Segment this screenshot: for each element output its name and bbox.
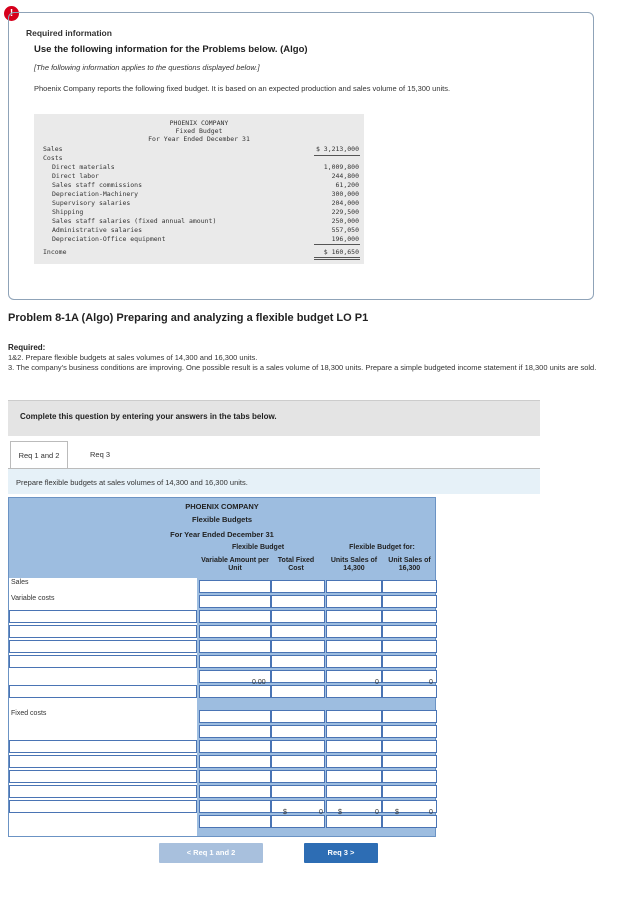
row-label-fixed-costs: Fixed costs [11,710,47,717]
amount-input[interactable] [326,610,382,623]
col-units-14300: Units Sales of 14,300 [330,557,378,572]
cost-item-label: Depreciation-Machinery [52,190,139,198]
cost-item-value: 1,009,800 [323,163,359,171]
cost-item-value: 61,200 [335,181,359,189]
fixed-budget-rule [314,155,360,156]
tab-instruction-text: Prepare flexible budgets at sales volumes of 14,300 and 16,300 units. [16,478,248,487]
amount-input[interactable] [271,610,325,623]
amount-input[interactable] [382,815,437,828]
amount-input[interactable] [271,755,325,768]
fixed-budget-sales-value: $ 3,213,000 [315,145,359,153]
amount-input[interactable] [199,640,271,653]
group-flexible-budget: Flexible Budget [231,544,285,551]
tab-req-1-and-2[interactable]: Req 1 and 2 [10,441,68,469]
amount-input[interactable] [326,655,382,668]
amount-input[interactable] [271,625,325,638]
fixed-budget-income-value: $ 160,650 [323,248,359,256]
cost-item-value: 250,000 [331,217,359,225]
flexible-budget-table [8,497,436,837]
amount-input[interactable] [382,770,437,783]
amount-input[interactable] [199,595,271,608]
amount-input[interactable] [326,595,382,608]
cost-item-label: Direct materials [52,163,115,171]
amount-input[interactable] [271,785,325,798]
col-variable-per-unit: Variable Amount per Unit [201,557,269,572]
amount-input[interactable] [382,685,437,698]
amount-input[interactable] [271,710,325,723]
flex-title: Flexible Budgets [191,515,252,524]
required-label: Required: [8,343,46,352]
amount-input[interactable] [271,655,325,668]
amount-input[interactable] [271,815,325,828]
amount-input[interactable] [326,580,382,593]
cost-item-value: 204,000 [331,199,359,207]
info-subtitle: Use the following information for the Problems below. (Algo) [34,44,308,55]
col-units-16300: Unit Sales of 16,300 [388,557,431,572]
amount-input[interactable] [326,755,382,768]
fixed-budget-costs-label: Costs [43,154,63,162]
amount-input[interactable] [271,740,325,753]
row-label-sales: Sales [11,579,29,586]
amount-input[interactable] [326,740,382,753]
required-text [8,353,608,372]
cost-item-label: Direct labor [52,172,99,180]
amount-input[interactable] [199,610,271,623]
row-label-input[interactable] [9,610,197,623]
fixed-total-14300: 0 [375,809,379,816]
cost-item-label: Supervisory salaries [52,199,131,207]
cost-item-value: 244,800 [331,172,359,180]
amount-input[interactable] [199,740,271,753]
tab-req-3[interactable]: Req 3 [72,441,128,469]
amount-input[interactable] [271,685,325,698]
fixed-budget-title: Fixed Budget [175,127,223,135]
fixed-budget-rule [314,244,360,245]
cost-item-value: 300,000 [331,190,359,198]
fixed-total-16300: 0 [429,809,433,816]
fixed-budget-period: For Year Ended December 31 [148,135,250,143]
amount-input[interactable] [382,725,437,738]
fixed-budget-double-rule [314,259,360,260]
amount-input[interactable] [199,655,271,668]
amount-input[interactable] [271,580,325,593]
row-label-input[interactable] [9,755,197,768]
amount-input[interactable] [199,710,271,723]
amount-input[interactable] [326,815,382,828]
amount-input[interactable] [199,580,271,593]
amount-input[interactable] [271,725,325,738]
amount-input[interactable] [326,640,382,653]
info-note: [The following information applies to the questions displayed below.] [34,63,260,72]
cost-item-value: 196,000 [331,235,359,243]
fixed-budget-statement [34,114,364,264]
instruction-bar [8,400,540,436]
amount-input[interactable] [382,610,437,623]
amount-input[interactable] [199,755,271,768]
info-text: Phoenix Company reports the following fixed budget. It is based on an expected production and sales volume of 15,300 units. [34,84,451,93]
amount-input[interactable] [271,800,325,813]
row-label-input[interactable] [9,785,197,798]
amount-input[interactable] [199,625,271,638]
cost-item-label: Administrative salaries [52,226,143,234]
amount-input[interactable] [382,580,437,593]
amount-input[interactable] [199,815,271,828]
fixed-total: 0 [319,809,323,816]
instruction-text: Complete this question by entering your answers in the tabs below. [20,412,277,421]
problem-title: Problem 8-1A (Algo) Preparing and analyzing a flexible budget LO P1 [8,312,369,324]
amount-input[interactable] [199,770,271,783]
amount-input[interactable] [199,725,271,738]
amount-input[interactable] [326,800,382,813]
amount-input[interactable] [382,640,437,653]
amount-input[interactable] [199,685,271,698]
amount-input[interactable] [326,785,382,798]
amount-input[interactable] [271,640,325,653]
cost-item-label: Sales staff commissions [52,181,143,189]
amount-input[interactable] [326,770,382,783]
cost-item-value: 557,050 [331,226,359,234]
amount-input[interactable] [326,670,382,683]
amount-input[interactable] [326,725,382,738]
prev-button[interactable]: < Req 1 and 2 [159,843,263,863]
amount-input[interactable] [271,770,325,783]
amount-input[interactable] [326,625,382,638]
row-label-input[interactable] [9,625,197,638]
row-label-input[interactable] [9,640,197,653]
group-flexible-budget-for: Flexible Budget for: [349,544,415,551]
amount-input[interactable] [382,755,437,768]
cost-item-label: Sales staff salaries (fixed annual amount) [52,217,217,225]
info-title: Required information [26,28,112,38]
alert-icon: ! [4,6,19,21]
fixed-budget-company: PHOENIX COMPANY [169,119,229,127]
fixed-budget-double-rule [314,257,360,258]
amount-input[interactable] [382,595,437,608]
flex-company: PHOENIX COMPANY [185,502,259,511]
cost-item-label: Depreciation-Office equipment [52,235,166,243]
col-total-fixed-cost: Total Fixed Cost [277,557,315,572]
flex-period: For Year Ended December 31 [170,530,274,539]
amount-input[interactable] [382,655,437,668]
variable-total-16300: 0 [429,679,433,686]
cost-item-value: 229,500 [331,208,359,216]
row-label-input[interactable] [9,685,197,698]
row-label-variable-costs: Variable costs [11,595,55,602]
amount-input[interactable] [326,710,382,723]
next-button[interactable]: Req 3 > [304,843,378,863]
cost-item-label: Shipping [52,208,84,216]
amount-input[interactable] [271,670,325,683]
fixed-budget-income-label: Income [43,248,67,256]
amount-input[interactable] [382,785,437,798]
required-item-1: 1&2. Prepare flexible budgets at sales volumes of 14,300 and 16,300 units. [8,353,258,362]
amount-input[interactable] [271,595,325,608]
dollar-sign: $ [283,809,287,816]
row-label-input[interactable] [9,770,197,783]
dollar-sign: $ [338,809,342,816]
row-label-input[interactable] [9,740,197,753]
amount-input[interactable] [382,740,437,753]
amount-input[interactable] [326,685,382,698]
variable-total-14300: 0 [375,679,379,686]
fixed-budget-sales-label: Sales [43,145,63,153]
required-item-3: 3. The company's business conditions are improving. One possible result is a sales volume of 18,300 units. Prepare a simple budgeted income statement if 18,300 units are sold. [8,362,597,372]
row-label-input[interactable] [9,655,197,668]
amount-input[interactable] [199,800,271,813]
variable-total-per-unit: 0.00 [252,679,266,686]
amount-input[interactable] [382,710,437,723]
amount-input[interactable] [382,625,437,638]
row-label-input[interactable] [9,800,197,813]
amount-input[interactable] [199,785,271,798]
tab-instruction-panel [8,468,540,494]
dollar-sign: $ [395,809,399,816]
